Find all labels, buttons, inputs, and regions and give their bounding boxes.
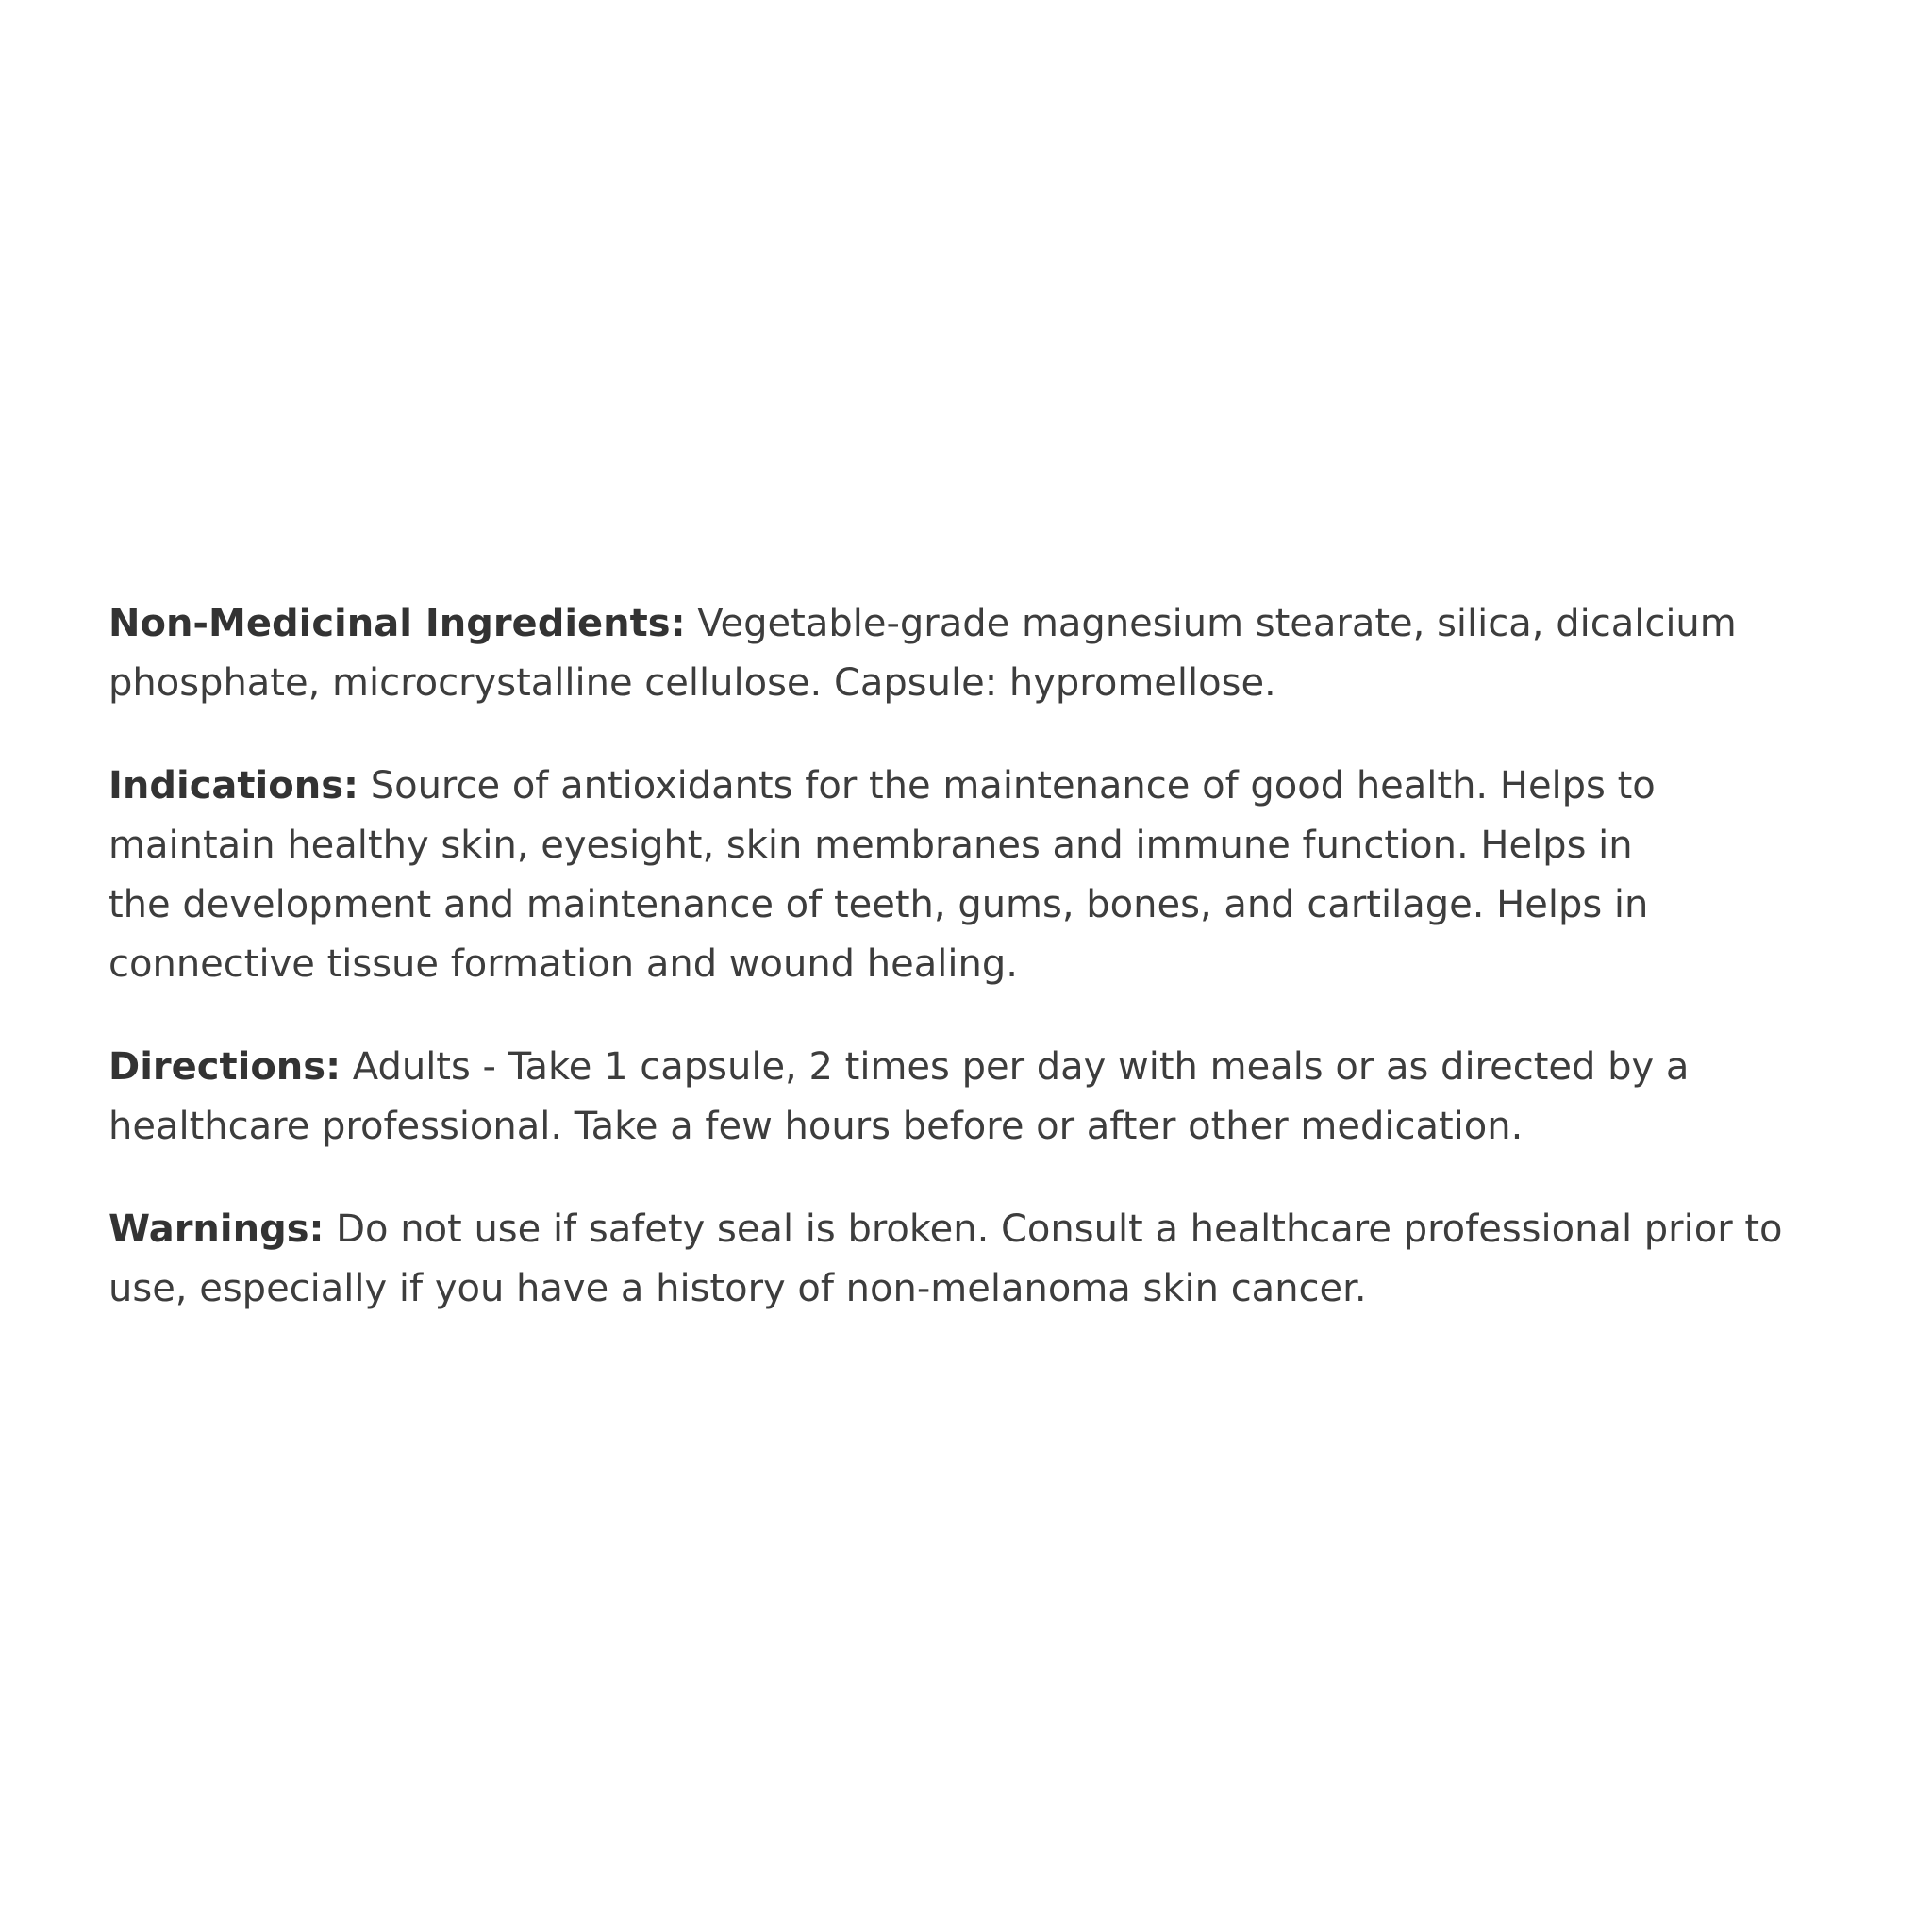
text-line: maintain healthy skin, eyesight, skin membranes and immune function. Helps in xyxy=(108,824,1633,867)
warnings-section xyxy=(108,1200,1863,1319)
text-line: healthcare professional. Take a few hours before or after other medication. xyxy=(108,1105,1524,1148)
section-label: Non-Medicinal Ingredients: xyxy=(108,602,686,645)
directions-section xyxy=(108,1038,1863,1157)
indications-section xyxy=(108,757,1863,994)
text-line xyxy=(108,757,1863,816)
text-line: the development and maintenance of teeth, gums, bones, and cartilage. Helps in xyxy=(108,883,1649,926)
section-label: Indications: xyxy=(108,764,358,808)
text-line xyxy=(108,1038,1863,1097)
text-line: connective tissue formation and wound healing. xyxy=(108,942,1018,986)
non-medicinal-ingredients-section xyxy=(108,594,1863,713)
section-text: Adults - Take 1 capsule, 2 times per day with meals or as directed by a xyxy=(341,1045,1690,1089)
text-line xyxy=(108,1200,1863,1259)
section-text: Vegetable-grade magnesium stearate, silica, dicalcium xyxy=(685,602,1737,645)
text-line: use, especially if you have a history of non-melanoma skin cancer. xyxy=(108,1267,1367,1310)
section-label: Directions: xyxy=(108,1045,341,1089)
section-text: Source of antioxidants for the maintenance of good health. Helps to xyxy=(358,764,1656,808)
section-label: Warnings: xyxy=(108,1208,325,1251)
product-info-text xyxy=(108,594,1863,1362)
section-text: Do not use if safety seal is broken. Consult a healthcare professional prior to xyxy=(324,1208,1783,1251)
text-line: phosphate, microcrystalline cellulose. Capsule: hypromellose. xyxy=(108,661,1276,705)
text-line xyxy=(108,594,1863,654)
